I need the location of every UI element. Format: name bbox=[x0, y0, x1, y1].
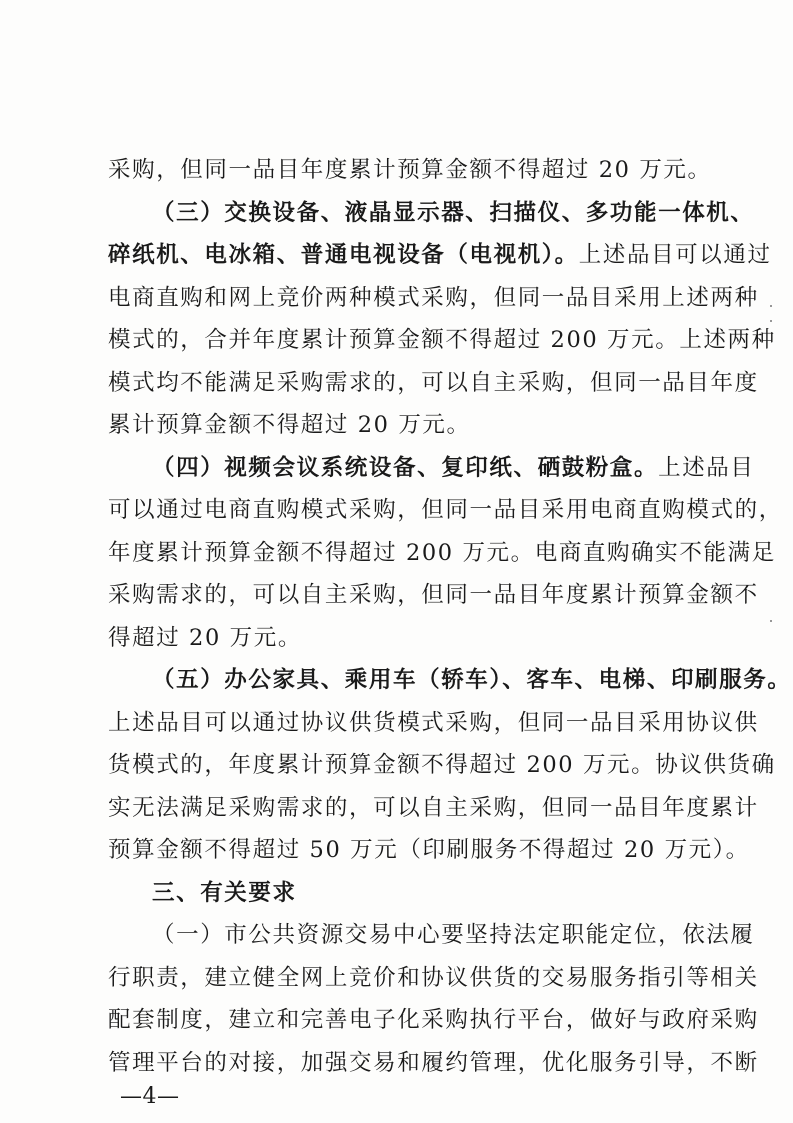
text-line-17: 预算金额不得超过 50 万元（印刷服务不得超过 20 万元）。 bbox=[108, 837, 750, 863]
text-line-19: （一）市公共资源交易中心要坚持法定职能定位，依法履 bbox=[152, 922, 755, 948]
text-line-12: 得超过 20 万元。 bbox=[108, 625, 302, 651]
text-line-15: 货模式的，年度累计预算金额不得超过 200 万元。协议供货确 bbox=[108, 752, 776, 778]
text-line-10: 年度累计预算金额不得超过 200 万元。电商直购确实不能满足 bbox=[108, 540, 776, 566]
text-line-4: 电商直购和网上竞价两种模式采购，但同一品目采用上述两种 bbox=[108, 285, 759, 311]
text-line-22: 管理平台的对接，加强交易和履约管理，优化服务引导，不断 bbox=[108, 1050, 759, 1076]
text-line-5: 模式的，合并年度累计预算金额不得超过 200 万元。上述两种 bbox=[108, 327, 776, 353]
section-3-heading: 三、有关要求 bbox=[152, 880, 297, 906]
item-4-heading-line: （四）视频会议系统设备、复印纸、硒鼓粉盒。上述品目 bbox=[152, 455, 755, 481]
text-line-21: 配套制度，建立和完善电子化采购执行平台，做好与政府采购 bbox=[108, 1007, 759, 1033]
text-line-20: 行职责，建立健全网上竞价和协议供货的交易服务指引等相关 bbox=[108, 965, 759, 991]
text-line-9: 可以通过电商直购模式采购，但同一品目采用电商直购模式的， bbox=[108, 497, 783, 523]
item-3-heading-line: （三）交换设备、液晶显示器、扫描仪、多功能一体机、 bbox=[152, 200, 755, 226]
scan-speck bbox=[770, 320, 772, 322]
text-line-3: 碎纸机、电冰箱、普通电视设备（电视机）。上述品目可以通过 bbox=[108, 242, 772, 268]
scan-speck bbox=[770, 620, 772, 622]
text-line-14: 上述品目可以通过协议供货模式采购，但同一品目采用协议供 bbox=[108, 710, 759, 736]
text-line-1: 采购，但同一品目年度累计预算金额不得超过 20 万元。 bbox=[108, 157, 712, 183]
item-5-heading-line: （五）办公家具、乘用车（轿车）、客车、电梯、印刷服务。 bbox=[152, 667, 792, 693]
text-line-11: 采购需求的，可以自主采购，但同一品目年度累计预算金额不 bbox=[108, 582, 759, 608]
text-line-6: 模式均不能满足采购需求的，可以自主采购，但同一品目年度 bbox=[108, 370, 759, 396]
scan-speck bbox=[770, 305, 772, 307]
text-line-16: 实无法满足采购需求的，可以自主采购，但同一品目年度累计 bbox=[108, 795, 759, 821]
page-number: —4— bbox=[120, 1084, 180, 1109]
text-line-7: 累计预算金额不得超过 20 万元。 bbox=[108, 412, 471, 438]
